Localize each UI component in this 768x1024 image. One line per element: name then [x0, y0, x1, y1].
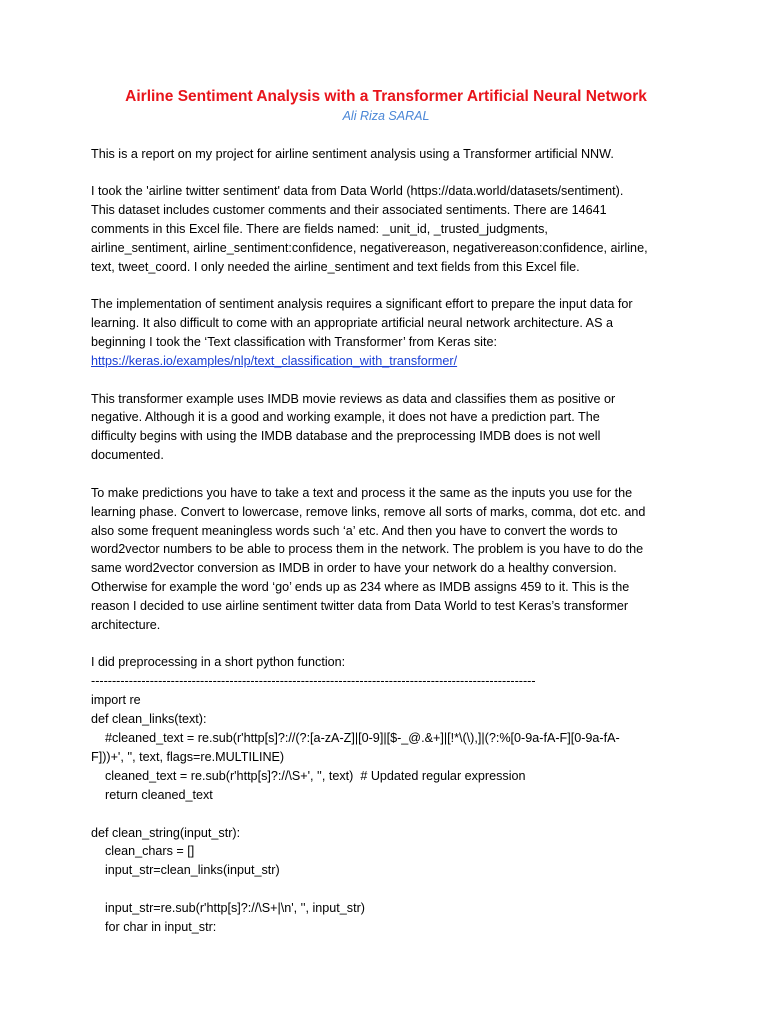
- paragraph-line: documented.: [91, 448, 164, 463]
- code-line: for char in input_str:: [91, 920, 217, 935]
- paragraph-line: same word2vector conversion as IMDB in order to have your network do a healthy conversion.: [91, 561, 617, 576]
- paragraph-line: difficulty begins with using the IMDB database and the preprocessing IMDB does is not well: [91, 429, 601, 444]
- intro-line: This is a report on my project for airline sentiment analysis using a Transformer artificial NNW.: [91, 147, 614, 161]
- paragraph-line: To make predictions you have to take a text and process it the same as the inputs you use for the: [91, 485, 633, 500]
- paragraph-line: negative. Although it is a good and working example, it does not have a prediction part. The: [91, 410, 600, 425]
- paragraph-line: text, tweet_coord. I only needed the airline_sentiment and text fields from this Excel file.: [91, 260, 580, 275]
- imdb-example-paragraph: [91, 390, 681, 466]
- paragraph-line: I took the 'airline twitter sentiment' data from Data World (https://data.world/datasets/sentiment).: [91, 184, 624, 199]
- paragraph-line: [91, 352, 681, 371]
- paragraph-line: This dataset includes customer comments and their associated sentiments. There are 14641: [91, 203, 607, 218]
- document-title: Airline Sentiment Analysis with a Transformer Artificial Neural Network: [125, 88, 647, 105]
- code-line: return cleaned_text: [91, 787, 213, 802]
- code-line: input_str=re.sub(r'http[s]?://\S+|\n', '', input_str): [91, 901, 365, 916]
- separator-line: ----------------------------------------------------------------------------------------------------------: [91, 674, 536, 689]
- code-intro-line: I did preprocessing in a short python function:: [91, 655, 346, 670]
- paragraph-line: word2vector numbers to be able to process them in the network. The problem is you have to do the: [91, 542, 644, 557]
- document-author: Ali Riza SARAL: [342, 109, 430, 123]
- paragraph-line: learning. It also difficult to come with an appropriate artificial neural network architecture. AS a: [91, 316, 613, 331]
- document-content: [91, 86, 681, 937]
- data-source-paragraph: [91, 182, 681, 277]
- predictions-paragraph: [91, 484, 681, 635]
- paragraph-line: comments in this Excel file. There are fields named: _unit_id, _trusted_judgments,: [91, 222, 548, 237]
- paragraph-line: architecture.: [91, 618, 161, 633]
- code-line: def clean_string(input_str):: [91, 825, 241, 840]
- paragraph-line: reason I decided to use airline sentiment twitter data from Data World to test Keras’s transformer: [91, 599, 629, 614]
- paragraph-line: beginning I took the ‘Text classification with Transformer’ from Keras site:: [91, 335, 497, 350]
- paragraph-line: Otherwise for example the word ‘go’ ends up as 234 where as IMDB assigns 459 to it. This is the: [91, 580, 630, 595]
- keras-example-link[interactable]: https://keras.io/examples/nlp/text_classification_with_transformer/: [91, 354, 458, 369]
- code-line: def clean_links(text):: [91, 712, 207, 727]
- code-line: import re: [91, 693, 141, 708]
- paragraph-line: This transformer example uses IMDB movie reviews as data and classifies them as positive or: [91, 391, 616, 406]
- paragraph-line: also some frequent meaningless words such ‘a’ etc. And then you have to convert the words to: [91, 523, 618, 538]
- code-line: [91, 880, 681, 899]
- paragraph-line: airline_sentiment, airline_sentiment:confidence, negativereason, negativereason:confidence, airline,: [91, 241, 648, 256]
- paragraph-line: learning phase. Convert to lowercase, remove links, remove all sorts of marks, comma, dot etc. and: [91, 504, 646, 519]
- code-line: cleaned_text = re.sub(r'http[s]?://\S+', '', text) # Updated regular expression: [91, 768, 526, 783]
- code-line: F]))+', '', text, flags=re.MULTILINE): [91, 749, 285, 764]
- implementation-paragraph: [91, 295, 681, 371]
- code-line: #cleaned_text = re.sub(r'http[s]?://(?:[a-zA-Z]|[0-9]|[$-_@.&+]|[!*\(\),]|(?:%[0-9a-fA-F][0-9a-fA-: [91, 731, 620, 746]
- intro-paragraph: [91, 145, 681, 164]
- code-line: clean_chars = []: [91, 844, 195, 859]
- code-line: input_str=clean_links(input_str): [91, 863, 280, 878]
- code-section: [91, 653, 681, 937]
- code-line: [91, 805, 681, 824]
- paragraph-line: The implementation of sentiment analysis requires a significant effort to prepare the input data for: [91, 297, 633, 312]
